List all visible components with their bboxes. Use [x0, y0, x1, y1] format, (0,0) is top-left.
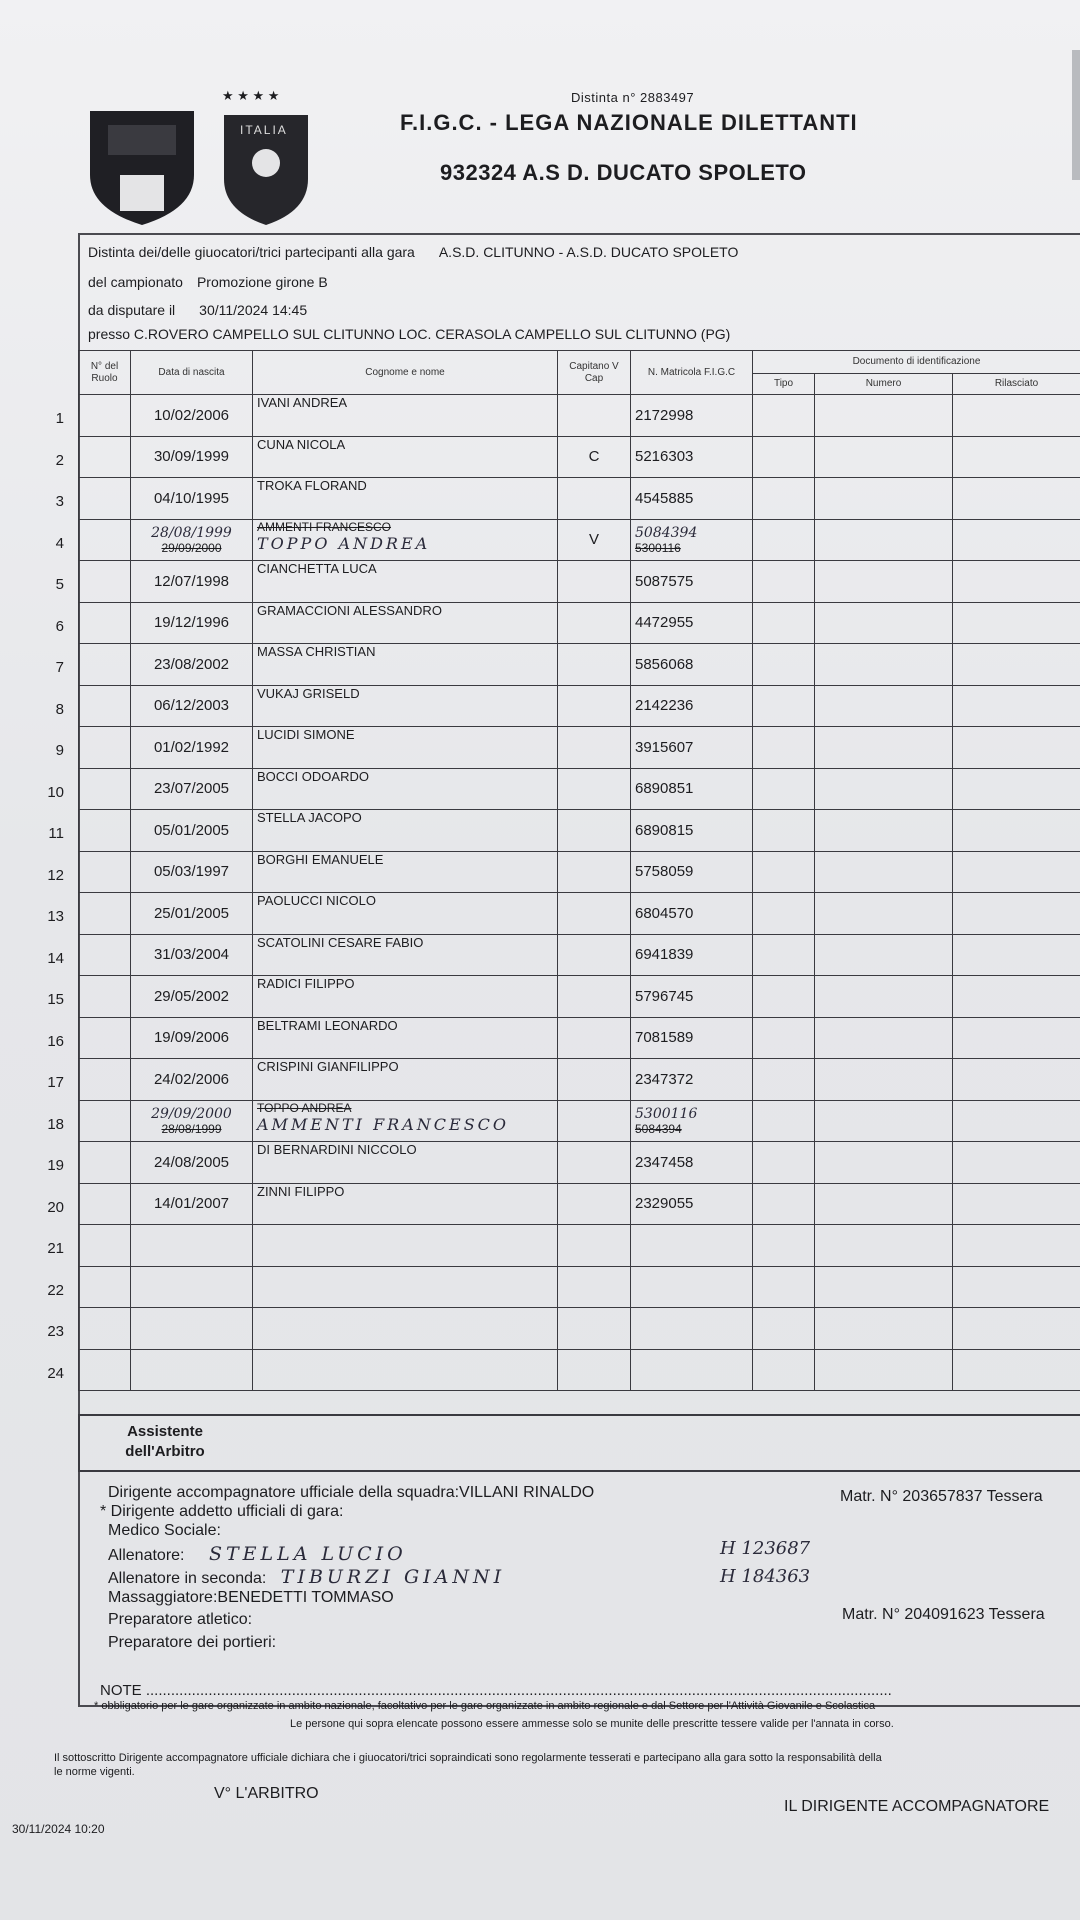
doc-numero-cell: [815, 519, 953, 561]
table-row: [79, 768, 1080, 810]
role-cell: [79, 644, 131, 686]
doc-tipo-cell: [753, 685, 815, 727]
doc-tipo-cell: [753, 1059, 815, 1101]
name-cell: [253, 1349, 558, 1391]
doc-numero-cell: [815, 1142, 953, 1184]
seconda-code: H 184363: [720, 1566, 811, 1587]
matricola-cell: 2329055: [631, 1183, 753, 1225]
doc-tipo-cell: [753, 851, 815, 893]
staff-dirigente: Dirigente accompagnatore ufficiale della squadra:VILLANI RINALDO: [108, 1484, 595, 1501]
role-cell: [79, 768, 131, 810]
doc-numero-cell: [815, 1100, 953, 1142]
dob-cell: 05/01/2005: [131, 810, 253, 852]
name-handwritten: TOPPO ANDREA: [257, 533, 431, 553]
matricola-cell: [631, 1349, 753, 1391]
row-number: 8: [55, 700, 64, 718]
declaration: Il sottoscritto Dirigente accompagnatore ufficiale dichiara che i giuocatori/trici sopraindicati sono regolarmente tesserati e partecipano alla gara sotto la responsabilità della: [54, 1752, 882, 1764]
row-number: 17: [47, 1074, 64, 1091]
row-number: 22: [47, 1281, 64, 1299]
col-docs: Documento di identificazione: [753, 351, 1080, 374]
logo-stars: ★ ★ ★ ★: [222, 88, 280, 103]
row-number: 18: [47, 1115, 64, 1133]
matricola-cell: 6890851: [631, 768, 753, 810]
matricola-cell: 4472955: [631, 602, 753, 644]
matricola-cell: 7081589: [631, 1017, 753, 1059]
doc-tipo-cell: [753, 1183, 815, 1225]
doc-rilasciato-cell: [953, 1266, 1080, 1308]
row-number: 11: [48, 825, 64, 842]
matricola-cell: 3915607: [631, 727, 753, 769]
dob-cell: 10/02/2006: [131, 395, 253, 437]
row-number: 1: [55, 410, 64, 427]
name-cell: DI BERNARDINI NICCOLO: [253, 1142, 558, 1184]
role-cell: [79, 810, 131, 852]
venue-line: presso C.ROVERO CAMPELLO SUL CLITUNNO LOC. CERASOLA CAMPELLO SUL CLITUNNO (PG): [88, 326, 731, 342]
doc-rilasciato-cell: [953, 1142, 1080, 1184]
dob-cell: 23/08/2002: [131, 644, 253, 686]
captain-cell: [558, 1059, 631, 1101]
name-cell: [253, 1225, 558, 1267]
name-handwritten: AMMENTI FRANCESCO: [257, 1114, 510, 1134]
name-cell: STELLA JACOPO: [253, 810, 558, 852]
declaration-2: le norme vigenti.: [54, 1766, 135, 1778]
dob-cell: 31/03/2004: [131, 934, 253, 976]
captain-cell: [558, 1225, 631, 1267]
row-number: 20: [47, 1198, 64, 1216]
row-number: 23: [47, 1323, 64, 1340]
table-row: [79, 561, 1080, 603]
matricola-cell: [631, 1308, 753, 1350]
arbitro-label: V° L'ARBITRO: [214, 1785, 319, 1802]
row-number: 16: [47, 1032, 64, 1050]
assistant-row: [78, 1414, 1080, 1472]
matricola-cell: 5758059: [631, 851, 753, 893]
dob-cell: 12/07/1998: [131, 561, 253, 603]
matricola-cell: 5087575: [631, 561, 753, 603]
matricola-cell: [631, 1266, 753, 1308]
matricola-struck: 5084394: [635, 1121, 682, 1136]
doc-numero-cell: [815, 561, 953, 603]
name-cell: TROKA FLORAND: [253, 478, 558, 520]
allenatore-handwritten: STELLA LUCIO: [208, 1543, 407, 1565]
col-numero: Numero: [815, 374, 953, 395]
doc-rilasciato-cell: [953, 768, 1080, 810]
name-struck: AMMENTI FRANCESCO: [257, 519, 392, 534]
doc-tipo-cell: [753, 768, 815, 810]
doc-rilasciato-cell: [953, 1349, 1080, 1391]
doc-rilasciato-cell: [953, 1183, 1080, 1225]
note-label: NOTE ...................................................................................................................................................................................: [100, 1682, 892, 1699]
doc-numero-cell: [815, 436, 953, 478]
row-number: 7: [55, 659, 64, 676]
federation-title: F.I.G.C. - LEGA NAZIONALE DILETTANTI: [400, 110, 858, 135]
row-number: 2: [55, 451, 64, 469]
row-number: 21: [47, 1240, 64, 1257]
row-number: 10: [47, 783, 64, 801]
captain-cell: [558, 478, 631, 520]
name-cell: [253, 1100, 558, 1142]
doc-tipo-cell: [753, 1349, 815, 1391]
table-row: [79, 976, 1080, 1018]
captain-cell: [558, 810, 631, 852]
doc-numero-cell: [815, 1183, 953, 1225]
doc-rilasciato-cell: [953, 851, 1080, 893]
doc-numero-cell: [815, 1266, 953, 1308]
matricola-cell: [631, 1225, 753, 1267]
captain-cell: [558, 727, 631, 769]
role-cell: [79, 602, 131, 644]
matricola-handwritten: 5300116: [635, 1105, 698, 1122]
note-asterisk: * obbligatorio per le gare organizzate in ambito nazionale, facoltativo per le gare organizzate in ambito regionale e dal Settore per l'Attività Giovanile e Scolastica: [94, 1700, 876, 1712]
captain-cell: [558, 1183, 631, 1225]
table-row: [79, 685, 1080, 727]
dob-cell: 06/12/2003: [131, 685, 253, 727]
doc-tipo-cell: [753, 1100, 815, 1142]
table-row: [79, 1142, 1080, 1184]
role-cell: [79, 478, 131, 520]
massaggiatore-matr: Matr. N° 204091623 Tessera: [842, 1606, 1045, 1623]
captain-cell: [558, 1017, 631, 1059]
table-row: [79, 602, 1080, 644]
doc-tipo-cell: [753, 519, 815, 561]
table-row: [79, 478, 1080, 520]
doc-numero-cell: [815, 810, 953, 852]
doc-tipo-cell: [753, 1308, 815, 1350]
staff-allenatore: Allenatore: STELLA LUCIO: [108, 1543, 407, 1565]
role-cell: [79, 1142, 131, 1184]
doc-rilasciato-cell: [953, 727, 1080, 769]
dob-cell: [131, 1225, 253, 1267]
staff-medico: Medico Sociale:: [108, 1522, 221, 1539]
staff-massaggiatore: Massaggiatore:BENEDETTI TOMMASO: [108, 1589, 394, 1606]
doc-tipo-cell: [753, 478, 815, 520]
role-cell: [79, 727, 131, 769]
dob-handwritten: 28/08/1999: [151, 524, 232, 541]
staff-atletico: Preparatore atletico:: [108, 1611, 253, 1628]
dob-cell: [131, 1266, 253, 1308]
col-tipo: Tipo: [753, 374, 815, 395]
matricola-cell: 6890815: [631, 810, 753, 852]
dob-cell: [131, 1100, 253, 1142]
dob-cell: 19/12/1996: [131, 602, 253, 644]
name-cell: CIANCHETTA LUCA: [253, 561, 558, 603]
doc-rilasciato-cell: [953, 1100, 1080, 1142]
matricola-cell: [631, 519, 753, 561]
doc-numero-cell: [815, 1225, 953, 1267]
captain-cell: [558, 934, 631, 976]
doc-tipo-cell: [753, 602, 815, 644]
dob-cell: [131, 1349, 253, 1391]
matricola-handwritten: 5084394: [635, 524, 698, 541]
role-cell: [79, 1266, 131, 1308]
doc-rilasciato-cell: [953, 976, 1080, 1018]
doc-tipo-cell: [753, 1225, 815, 1267]
captain-cell: [558, 1100, 631, 1142]
role-cell: [79, 1017, 131, 1059]
doc-numero-cell: [815, 1308, 953, 1350]
captain-cell: [558, 561, 631, 603]
name-cell: MASSA CHRISTIAN: [253, 644, 558, 686]
matricola-cell: 2142236: [631, 685, 753, 727]
captain-cell: [558, 1308, 631, 1350]
role-cell: [79, 519, 131, 561]
doc-rilasciato-cell: [953, 893, 1080, 935]
doc-tipo-cell: [753, 1266, 815, 1308]
table-row: [79, 1225, 1080, 1267]
doc-numero-cell: [815, 976, 953, 1018]
matricola-cell: 5856068: [631, 644, 753, 686]
row-number: 13: [47, 908, 64, 925]
doc-numero-cell: [815, 395, 953, 437]
table-row: [79, 1059, 1080, 1101]
role-cell: [79, 1308, 131, 1350]
role-cell: [79, 1100, 131, 1142]
dob-struck: 29/09/2000: [161, 540, 222, 555]
doc-tipo-cell: [753, 1017, 815, 1059]
name-cell: PAOLUCCI NICOLO: [253, 893, 558, 935]
name-cell: BORGHI EMANUELE: [253, 851, 558, 893]
dirigente-matr: Matr. N° 203657837 Tessera: [840, 1488, 1043, 1505]
name-cell: [253, 519, 558, 561]
captain-cell: [558, 602, 631, 644]
col-name: Cognome e nome: [253, 351, 558, 395]
name-cell: CUNA NICOLA: [253, 436, 558, 478]
match-line: Distinta dei/delle giuocatori/trici partecipanti alla gara A.S.D. CLITUNNO - A.S.D. DUCATO SPOLETO: [88, 244, 739, 260]
role-cell: [79, 976, 131, 1018]
row-number: 6: [55, 617, 64, 635]
matricola-cell: 5796745: [631, 976, 753, 1018]
note-persons: Le persone qui sopra elencate possono essere ammesse solo se munite delle prescritte tessere valide per l'annata in corso.: [290, 1718, 894, 1730]
doc-numero-cell: [815, 644, 953, 686]
doc-numero-cell: [815, 727, 953, 769]
doc-rilasciato-cell: [953, 395, 1080, 437]
doc-tipo-cell: [753, 395, 815, 437]
role-cell: [79, 1225, 131, 1267]
doc-rilasciato-cell: [953, 436, 1080, 478]
staff-addetto: * Dirigente addetto ufficiali di gara:: [100, 1503, 344, 1520]
matricola-cell: 5216303: [631, 436, 753, 478]
name-cell: BELTRAMI LEONARDO: [253, 1017, 558, 1059]
captain-cell: V: [558, 519, 631, 561]
doc-tipo-cell: [753, 934, 815, 976]
dob-cell: 05/03/1997: [131, 851, 253, 893]
club-title: 932324 A.S D. DUCATO SPOLETO: [440, 160, 807, 185]
doc-tipo-cell: [753, 644, 815, 686]
dob-cell: [131, 1308, 253, 1350]
matricola-struck: 5300116: [635, 540, 681, 555]
doc-numero-cell: [815, 851, 953, 893]
row-number: 12: [47, 866, 64, 884]
table-row: [79, 893, 1080, 935]
table-row: [79, 1308, 1080, 1350]
table-row: [79, 1266, 1080, 1308]
name-cell: VUKAJ GRISELD: [253, 685, 558, 727]
row-number: 14: [47, 949, 64, 967]
doc-rilasciato-cell: [953, 1059, 1080, 1101]
doc-numero-cell: [815, 768, 953, 810]
captain-cell: C: [558, 436, 631, 478]
doc-numero-cell: [815, 1017, 953, 1059]
dob-struck: 28/08/1999: [161, 1121, 222, 1136]
lnd-logo-icon: [86, 105, 198, 227]
logo-italia-text: ITALIA: [240, 123, 288, 137]
role-cell: [79, 436, 131, 478]
paper-edge: [1072, 50, 1080, 180]
name-cell: CRISPINI GIANFILIPPO: [253, 1059, 558, 1101]
table-row: [79, 436, 1080, 478]
matricola-cell: 2347458: [631, 1142, 753, 1184]
col-captain: Capitano V Cap: [558, 351, 631, 395]
name-cell: BOCCI ODOARDO: [253, 768, 558, 810]
staff-seconda: Allenatore in seconda: TIBURZI GIANNI: [108, 1566, 506, 1588]
doc-numero-cell: [815, 1059, 953, 1101]
captain-cell: [558, 768, 631, 810]
name-cell: [253, 1308, 558, 1350]
captain-cell: [558, 976, 631, 1018]
dob-cell: 19/09/2006: [131, 1017, 253, 1059]
table-row: [79, 1017, 1080, 1059]
doc-tipo-cell: [753, 436, 815, 478]
col-dob: Data di nascita: [131, 351, 253, 395]
timestamp: 30/11/2024 10:20: [12, 1822, 105, 1836]
captain-cell: [558, 395, 631, 437]
name-cell: GRAMACCIONI ALESSANDRO: [253, 602, 558, 644]
doc-rilasciato-cell: [953, 685, 1080, 727]
doc-tipo-cell: [753, 727, 815, 769]
doc-numero-cell: [815, 893, 953, 935]
doc-tipo-cell: [753, 1142, 815, 1184]
doc-numero-cell: [815, 602, 953, 644]
matricola-cell: 6941839: [631, 934, 753, 976]
role-cell: [79, 1183, 131, 1225]
dob-cell: [131, 519, 253, 561]
staff-portieri: Preparatore dei portieri:: [108, 1634, 277, 1651]
matricola-cell: [631, 1100, 753, 1142]
captain-cell: [558, 1266, 631, 1308]
name-cell: RADICI FILIPPO: [253, 976, 558, 1018]
row-number: 3: [55, 493, 64, 510]
dob-cell: 24/08/2005: [131, 1142, 253, 1184]
doc-rilasciato-cell: [953, 1017, 1080, 1059]
table-row: [79, 1100, 1080, 1142]
table-row: [79, 727, 1080, 769]
col-rilasciato: Rilasciato: [953, 374, 1080, 395]
doc-rilasciato-cell: [953, 602, 1080, 644]
table-row: [79, 395, 1080, 437]
allenatore-code: H 123687: [720, 1538, 811, 1559]
doc-tipo-cell: [753, 976, 815, 1018]
captain-cell: [558, 893, 631, 935]
role-cell: [79, 1059, 131, 1101]
doc-tipo-cell: [753, 810, 815, 852]
name-struck: TOPPO ANDREA: [257, 1100, 352, 1115]
assistant-label: Assistente dell'Arbitro: [125, 1423, 205, 1460]
dob-cell: 14/01/2007: [131, 1183, 253, 1225]
col-matricola: N. Matricola F.I.G.C: [631, 351, 753, 395]
col-role: N° del Ruolo: [79, 351, 131, 395]
dob-cell: 30/09/1999: [131, 436, 253, 478]
doc-rilasciato-cell: [953, 1225, 1080, 1267]
row-number: 19: [47, 1157, 64, 1174]
table-row: [79, 519, 1080, 561]
doc-numero-cell: [815, 478, 953, 520]
table-row: [79, 644, 1080, 686]
doc-rilasciato-cell: [953, 934, 1080, 976]
captain-cell: [558, 644, 631, 686]
captain-cell: [558, 851, 631, 893]
captain-cell: [558, 685, 631, 727]
table-row: [79, 1349, 1080, 1391]
role-cell: [79, 395, 131, 437]
dob-cell: 29/05/2002: [131, 976, 253, 1018]
doc-tipo-cell: [753, 893, 815, 935]
row-number: 5: [55, 576, 64, 593]
role-cell: [79, 934, 131, 976]
table-row: [79, 1183, 1080, 1225]
matricola-cell: 2172998: [631, 395, 753, 437]
row-number: 24: [47, 1364, 64, 1382]
doc-numero-cell: [815, 1349, 953, 1391]
table-row: [79, 851, 1080, 893]
championship-line: del campionato Promozione girone B: [88, 274, 328, 290]
row-number: 15: [47, 991, 64, 1008]
role-cell: [79, 893, 131, 935]
name-cell: IVANI ANDREA: [253, 395, 558, 437]
name-cell: [253, 1266, 558, 1308]
doc-rilasciato-cell: [953, 478, 1080, 520]
row-number: 9: [55, 742, 64, 759]
matricola-cell: 4545885: [631, 478, 753, 520]
dob-cell: 01/02/1992: [131, 727, 253, 769]
matricola-cell: 6804570: [631, 893, 753, 935]
name-cell: ZINNI FILIPPO: [253, 1183, 558, 1225]
role-cell: [79, 851, 131, 893]
players-table: [78, 350, 1080, 1391]
role-cell: [79, 685, 131, 727]
name-cell: LUCIDI SIMONE: [253, 727, 558, 769]
distinta-number: Distinta n° 2883497: [571, 90, 695, 105]
doc-numero-cell: [815, 685, 953, 727]
captain-cell: [558, 1142, 631, 1184]
dirigente-label: IL DIRIGENTE ACCOMPAGNATORE: [784, 1798, 1050, 1815]
doc-rilasciato-cell: [953, 519, 1080, 561]
doc-rilasciato-cell: [953, 1308, 1080, 1350]
dob-cell: 23/07/2005: [131, 768, 253, 810]
table-row: [79, 810, 1080, 852]
seconda-handwritten: TIBURZI GIANNI: [280, 1566, 506, 1588]
captain-cell: [558, 1349, 631, 1391]
dob-handwritten: 29/09/2000: [151, 1105, 232, 1122]
dob-cell: 25/01/2005: [131, 893, 253, 935]
row-number: 4: [55, 534, 64, 552]
doc-rilasciato-cell: [953, 561, 1080, 603]
dob-cell: 24/02/2006: [131, 1059, 253, 1101]
doc-tipo-cell: [753, 561, 815, 603]
table-row: [79, 934, 1080, 976]
name-cell: SCATOLINI CESARE FABIO: [253, 934, 558, 976]
role-cell: [79, 561, 131, 603]
doc-rilasciato-cell: [953, 810, 1080, 852]
matricola-cell: 2347372: [631, 1059, 753, 1101]
doc-rilasciato-cell: [953, 644, 1080, 686]
role-cell: [79, 1349, 131, 1391]
dob-cell: 04/10/1995: [131, 478, 253, 520]
doc-numero-cell: [815, 934, 953, 976]
date-line: da disputare il 30/11/2024 14:45: [88, 302, 308, 318]
